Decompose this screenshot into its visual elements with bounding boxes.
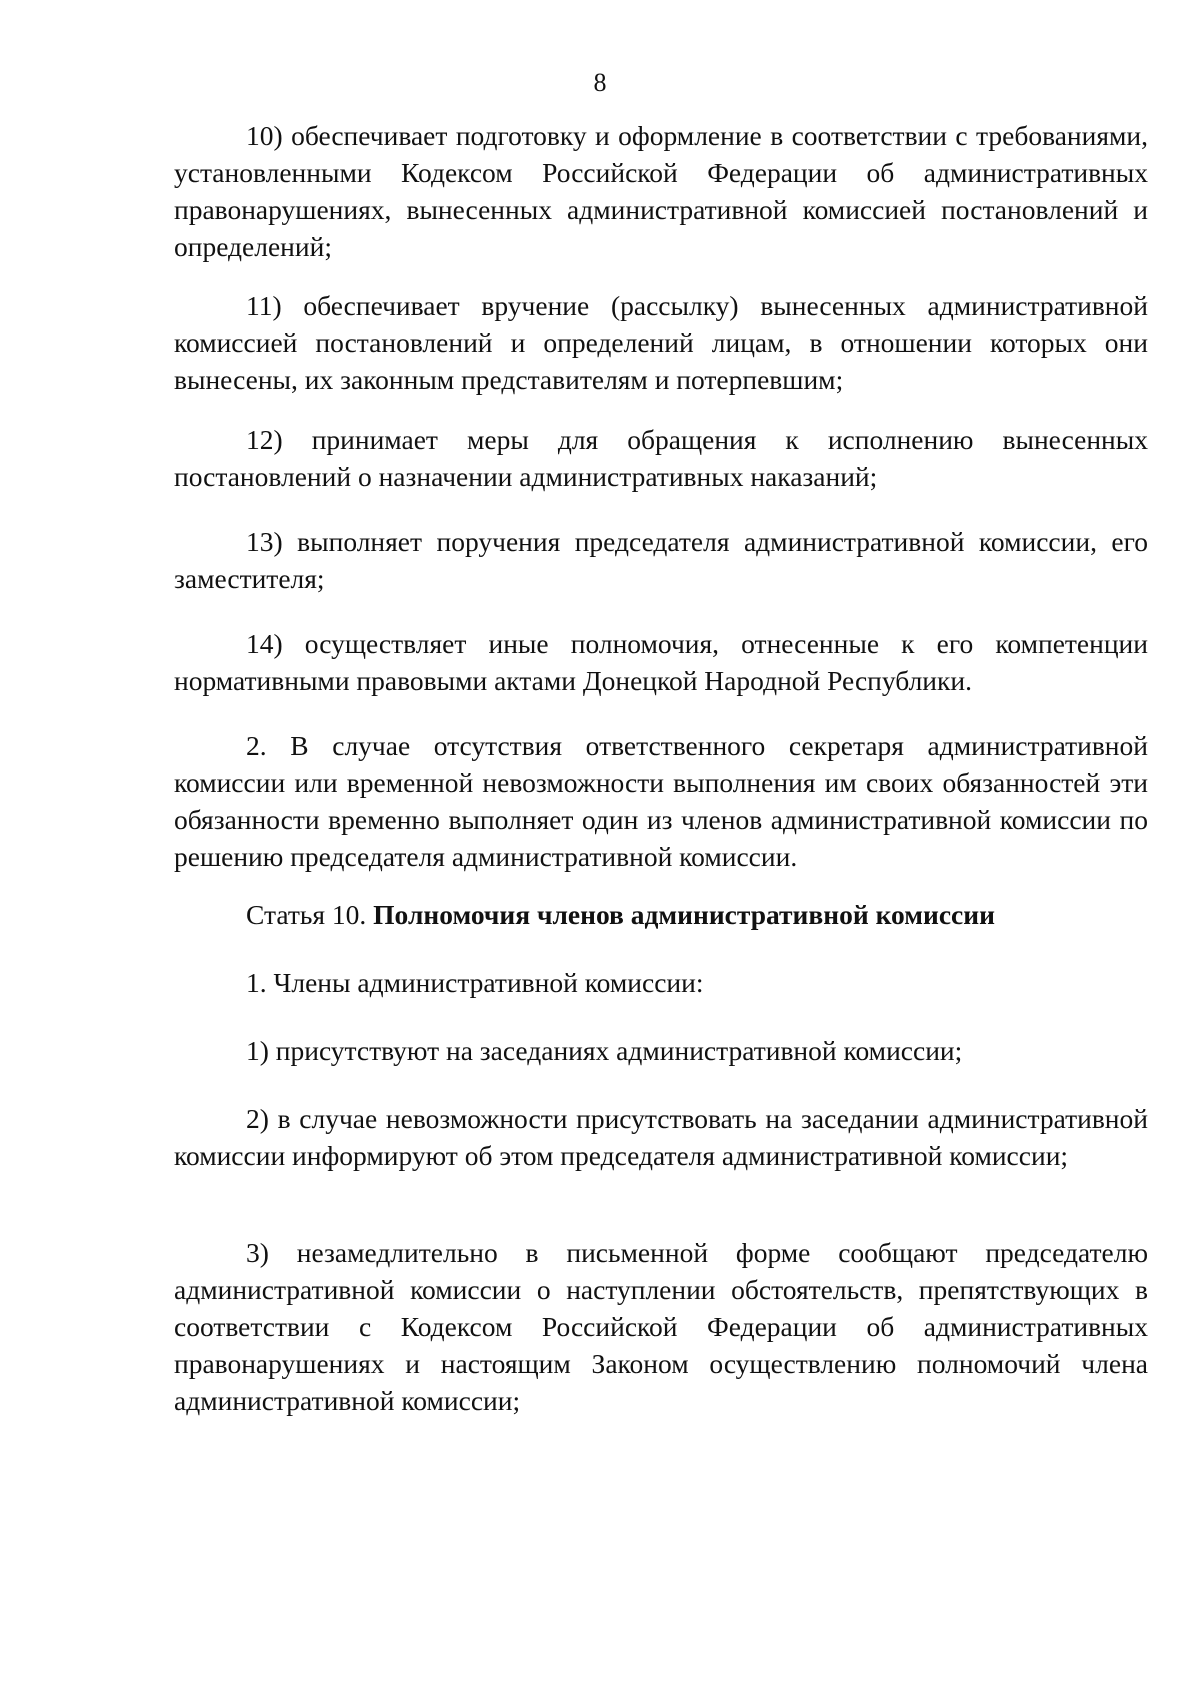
- paragraph-item-14: 14) осуществляет иные полномочия, отнесенные к его компетенции нормативными правовыми актами Донецкой Народной Республики.: [174, 628, 1148, 696]
- paragraph-item-13: 13) выполняет поручения председателя административной комиссии, его заместителя;: [174, 526, 1148, 594]
- article-item-3: 3) незамедлительно в письменной форме сообщают председателю административной комиссии о наступлении обстоятельств, препятствующих в соответствии с Кодексом Российской Федерации об административных правонарушениях и настоящим Законом осуществлению полномочий члена административной комиссии;: [174, 1237, 1148, 1416]
- paragraph-item-12: 12) принимает меры для обращения к исполнению вынесенных постановлений о назначении административных наказаний;: [174, 424, 1148, 492]
- article-intro: 1. Члены административной комиссии:: [246, 967, 704, 998]
- paragraph-section-2: 2. В случае отсутствия ответственного секретаря административной комиссии или временной невозможности выполнения им своих обязанностей эти обязанности временно выполняет один из членов административной комиссии по решению председателя административной комиссии.: [174, 730, 1148, 872]
- article-title: Полномочия членов административной комиссии: [373, 899, 995, 930]
- paragraph-item-11: 11) обеспечивает вручение (рассылку) вынесенных административной комиссией постановлений и определений лицам, в отношении которых они вынесены, их законным представителям и потерпевшим;: [174, 290, 1148, 395]
- article-item-1: 1) присутствуют на заседаниях административной комиссии;: [246, 1035, 963, 1066]
- article-heading: [246, 896, 1146, 933]
- article-number: Статья 10.: [246, 899, 374, 930]
- page-number: 8: [593, 68, 607, 97]
- paragraph-item-10: 10) обеспечивает подготовку и оформление в соответствии с требованиями, установленными Кодексом Российской Федерации об административных правонарушениях, вынесенных административной комиссией постановлений и определений;: [174, 120, 1148, 262]
- article-item-2: 2) в случае невозможности присутствовать на заседании административной комиссии информируют об этом председателя административной комиссии;: [174, 1103, 1148, 1171]
